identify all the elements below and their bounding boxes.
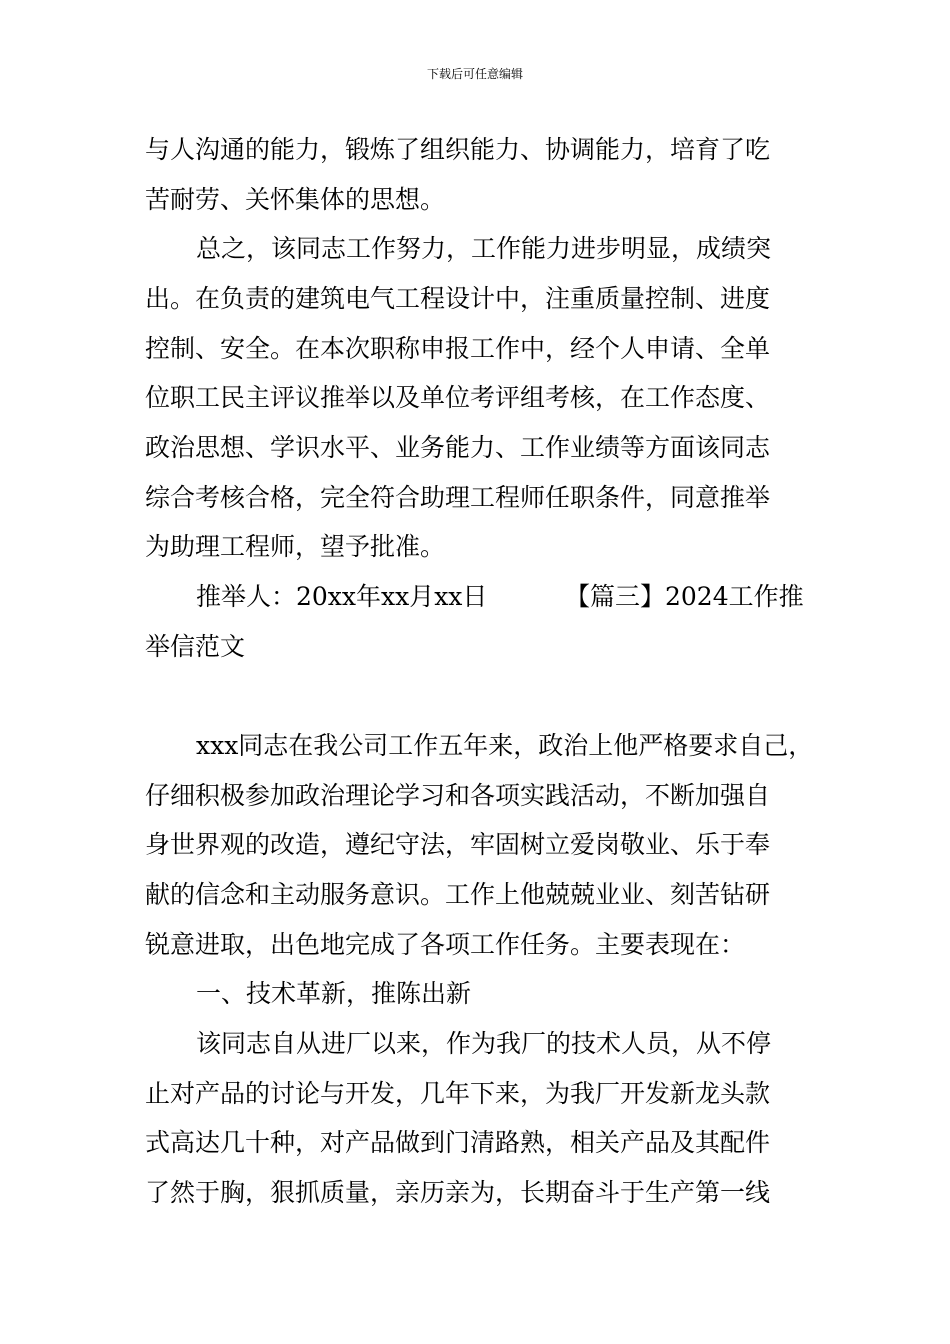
text-line-content: 该同志自从进厂以来，作为我厂的技术人员，从不停 [196, 1029, 772, 1058]
text-line [0, 627, 950, 667]
text-line [0, 1024, 950, 1064]
text-line [0, 229, 950, 269]
text-line [0, 378, 950, 418]
text-line-content: 位职工民主评议推举以及单位考评组考核，在工作态度、 [145, 383, 771, 412]
text-line-content: 献的信念和主动服务意识。工作上他兢兢业业、刻苦钻研 [145, 880, 771, 909]
text-line-content: 政治思想、学识水平、业务能力、工作业绩等方面该同志 [145, 433, 771, 462]
text-line [0, 776, 950, 816]
text-line-content: 了然于胸，狠抓质量，亲历亲为，长期奋斗于生产第一线 [145, 1178, 771, 1207]
page-header-note: 下载后可任意编辑 [426, 67, 523, 81]
text-line [0, 1123, 950, 1163]
text-line-content: 止对产品的讨论与开发，几年下来，为我厂开发新龙头款 [145, 1079, 771, 1108]
text-line [0, 180, 950, 220]
text-line-content: 仔细积极参加政治理论学习和各项实践活动，不断加强自 [145, 781, 771, 810]
text-line [0, 974, 950, 1014]
text-line-content: 与人沟通的能力，锻炼了组织能力、协调能力，培育了吃 [145, 135, 771, 164]
text-line [0, 478, 950, 518]
text-line-content: 为助理工程师，望予批准。 [145, 532, 446, 561]
text-line [0, 428, 950, 468]
recommender-date-line [0, 577, 950, 617]
recommender-date: 推举人：20xx年xx月xx日 [196, 582, 488, 611]
text-line [0, 726, 950, 766]
text-line-content: xxx同志在我公司工作五年来，政治上他严格要求自己， [196, 731, 814, 760]
text-line [0, 1173, 950, 1213]
text-line-content: 式高达几十种，对产品做到门清路熟，相关产品及其配件 [145, 1128, 771, 1157]
text-line-content: 总之，该同志工作努力，工作能力进步明显，成绩突 [196, 234, 772, 263]
text-line-content: 锐意进取，出色地完成了各项工作任务。主要表现在： [145, 930, 746, 959]
text-line [0, 279, 950, 319]
text-line [0, 1074, 950, 1114]
text-line [0, 925, 950, 965]
text-line [0, 329, 950, 369]
section-heading-continued: 举信范文 [145, 632, 246, 661]
section-heading: 【篇三】2024工作推 [565, 582, 804, 611]
text-line [0, 527, 950, 567]
text-line-content: 苦耐劳、关怀集体的思想。 [145, 185, 446, 214]
text-line [0, 130, 950, 170]
text-line-content: 身世界观的改造，遵纪守法，牢固树立爱岗敬业、乐于奉 [145, 830, 771, 859]
text-line [0, 825, 950, 865]
text-line-content: 综合考核合格，完全符合助理工程师任职条件，同意推举 [145, 483, 771, 512]
text-line-content: 出。在负责的建筑电气工程设计中，注重质量控制、进度 [145, 284, 771, 313]
subsection-heading: 一、技术革新，推陈出新 [196, 979, 472, 1008]
text-line-content: 控制、安全。在本次职称申报工作中，经个人申请、全单 [145, 334, 771, 363]
text-line [0, 875, 950, 915]
